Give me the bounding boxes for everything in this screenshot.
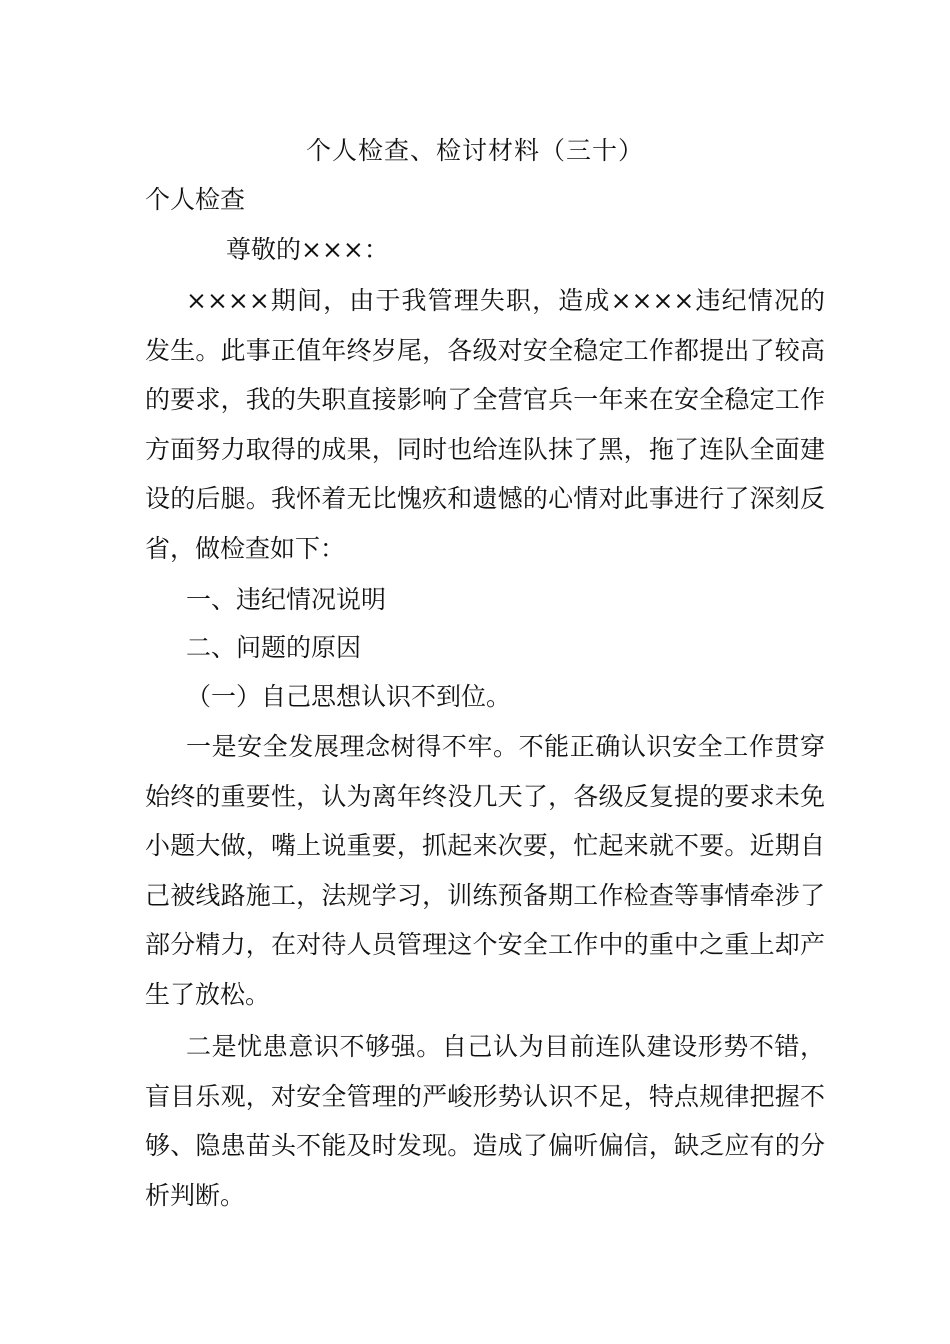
paragraph-intro: ××××期间，由于我管理失职，造成××××违纪情况的发生。此事正值年终岁尾，各级对安全稳定工作都提出了较高的要求，我的失职直接影响了全营官兵一年来在安全稳定工作方面努力取得的成果，同时也给连队抹了黑，拖了连队全面建设的后腿。我怀着无比愧疚和遗憾的心情对此事进行了深刻反省，做检查如下：	[145, 286, 825, 563]
document-heading: 个人检查	[145, 185, 246, 214]
section-heading-2: 二、问题的原因	[186, 633, 362, 662]
salutation: 尊敬的×××：	[226, 235, 389, 264]
document-title: 个人检查、检讨材料（三十）	[305, 136, 644, 165]
subsection-heading-1: （一）自己思想认识不到位。	[186, 682, 512, 711]
section-heading-1: 一、违纪情况说明	[186, 585, 387, 614]
paragraph-reason-2: 二是忧患意识不够强。自己认为目前连队建设形势不错，盲目乐观，对安全管理的严峻形势认识不足，特点规律把握不够、隐患苗头不能及时发现。造成了偏听偏信，缺乏应有的分析判断。	[145, 1032, 825, 1210]
paragraph-reason-1: 一是安全发展理念树得不牢。不能正确认识安全工作贯穿始终的重要性，认为离年终没几天了，各级反复提的要求未免小题大做，嘴上说重要，抓起来次要，忙起来就不要。近期自己被线路施工，法规学习，训练预备期工作检查等事情牵涉了部分精力，在对待人员管理这个安全工作中的重中之重上却产生了放松。	[145, 732, 825, 1009]
